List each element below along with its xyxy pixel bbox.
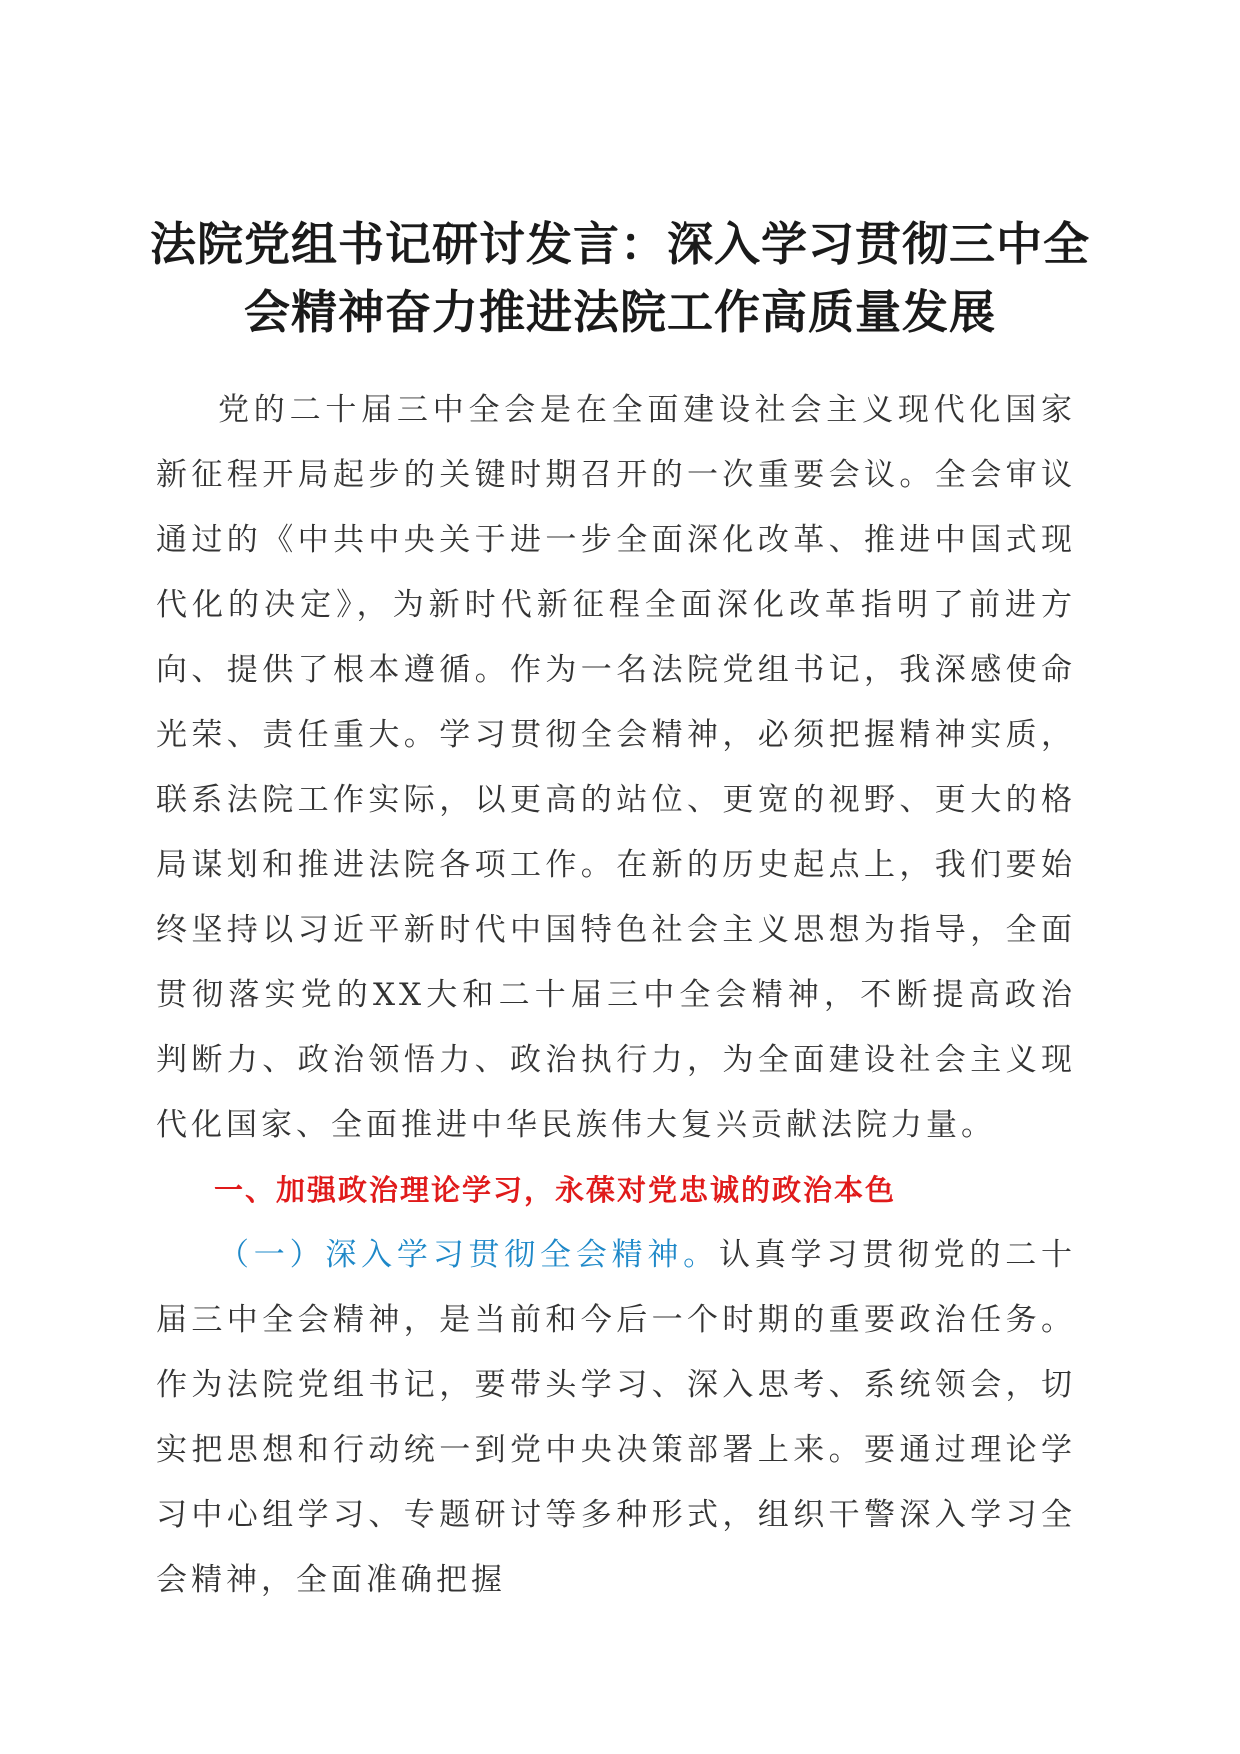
title-line-1: 法院党组书记研讨发言：深入学习贯彻三中全 [150, 217, 1090, 271]
document-title [130, 210, 1110, 346]
intro-paragraph: 党的二十届三中全会是在全面建设社会主义现代化国家新征程开局起步的关键时期召开的一次重要会议。全会审议通过的《中共中央关于进一步全面深化改革、推进中国式现代化的决定》，为新时代新征程全面深化改革指明了前进方向、提供了根本遵循。作为一名法院党组书记，我深感使命光荣、责任重大。学习贯彻全会精神，必须把握精神实质，联系法院工作实际，以更高的站位、更宽的视野、更大的格局谋划和推进法院各项工作。在新的历史起点上，我们要始终坚持以习近平新时代中国特色社会主义思想为指导，全面贯彻落实党的XX大和二十届三中全会精神，不断提高政治判断力、政治领悟力、政治执行力，为全面建设社会主义现代化国家、全面推进中华民族伟大复兴贡献法院力量。 [156, 392, 1076, 1143]
section-1-heading: 一、加强政治理论学习，永葆对党忠诚的政治本色 [214, 1173, 897, 1207]
title-line-2: 会精神奋力推进法院工作高质量发展 [244, 285, 996, 339]
document-body [156, 378, 1076, 1613]
subsection-1-paragraph [156, 1223, 1076, 1613]
subsection-1-heading: （一）深入学习贯彻全会精神。 [218, 1237, 719, 1273]
subsection-1-text: 认真学习贯彻党的二十届三中全会精神，是当前和今后一个时期的重要政治任务。作为法院党组书记，要带头学习、深入思考、系统领会，切实把思想和行动统一到党中央决策部署上来。要通过理论学习中心组学习、专题研讨等多种形式，组织干警深入学习全会精神，全面准确把握 [156, 1237, 1077, 1598]
